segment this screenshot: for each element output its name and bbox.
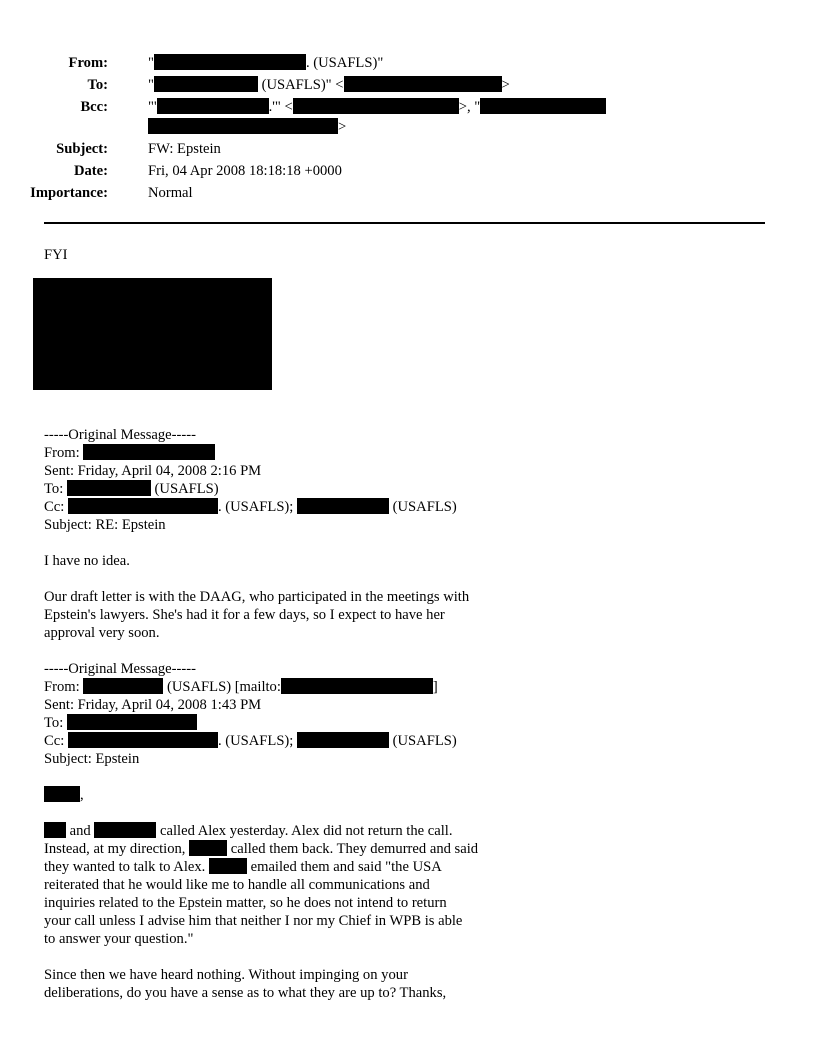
redaction bbox=[209, 858, 247, 874]
original-message-divider: -----Original Message----- bbox=[44, 427, 196, 443]
redaction bbox=[44, 786, 80, 802]
msg2-cc: Cc: . (USAFLS); (USAFLS) bbox=[44, 733, 457, 749]
importance-label: Importance: bbox=[30, 185, 108, 201]
redaction bbox=[83, 678, 163, 694]
msg1-paragraph-2-line-1: Our draft letter is with the DAAG, who participated in the meetings with bbox=[44, 589, 470, 605]
redaction bbox=[344, 76, 502, 92]
msg1-paragraph-2-line-3: approval very soon. bbox=[44, 625, 160, 641]
msg2-subject: Subject: Epstein bbox=[44, 751, 140, 767]
redaction bbox=[94, 822, 156, 838]
subject-value: FW: Epstein bbox=[148, 141, 221, 157]
from-label: From: bbox=[68, 55, 108, 71]
msg2-paragraph-1-line-5: inquiries related to the Epstein matter, so he does not intend to return bbox=[44, 895, 447, 911]
msg2-to: To: bbox=[44, 714, 197, 732]
original-message-divider-2: -----Original Message----- bbox=[44, 661, 196, 677]
redaction bbox=[67, 480, 151, 496]
redaction bbox=[293, 98, 459, 114]
msg1-sent: Sent: Friday, April 04, 2008 2:16 PM bbox=[44, 463, 262, 479]
msg2-paragraph-1-line-2: Instead, at my direction, called them back. They demurred and said bbox=[44, 841, 479, 857]
redaction bbox=[480, 98, 606, 114]
msg2-sent: Sent: Friday, April 04, 2008 1:43 PM bbox=[44, 697, 262, 713]
msg2-paragraph-1-line-1: and called Alex yesterday. Alex did not return the call. bbox=[44, 822, 452, 840]
msg1-from: From: bbox=[44, 444, 215, 462]
msg2-paragraph-2-line-1: Since then we have heard nothing. Without impinging on your bbox=[44, 967, 408, 983]
msg1-subject: Subject: RE: Epstein bbox=[44, 517, 166, 533]
msg1-to: To: (USAFLS) bbox=[44, 481, 219, 497]
msg2-paragraph-1-line-3: they wanted to talk to Alex. emailed them and said "the USA bbox=[44, 859, 442, 875]
to-label: To: bbox=[87, 77, 108, 93]
subject-label: Subject: bbox=[56, 141, 108, 157]
redaction bbox=[297, 732, 389, 748]
bcc-label: Bcc: bbox=[80, 99, 108, 115]
redaction bbox=[189, 840, 227, 856]
msg1-cc: Cc: . (USAFLS); (USAFLS) bbox=[44, 499, 457, 515]
redaction bbox=[68, 498, 218, 514]
fyi-text: FYI bbox=[44, 247, 68, 263]
msg2-greeting: , bbox=[44, 786, 84, 804]
redaction bbox=[154, 54, 306, 70]
date-value: Fri, 04 Apr 2008 18:18:18 +0000 bbox=[148, 163, 342, 179]
bcc-value: "' .'" < >, " bbox=[148, 98, 606, 116]
redaction bbox=[83, 444, 215, 460]
redaction bbox=[281, 678, 433, 694]
redaction-block bbox=[33, 278, 272, 390]
msg2-paragraph-1-line-4: reiterated that he would like me to handle all communications and bbox=[44, 877, 430, 893]
msg1-paragraph-1: I have no idea. bbox=[44, 553, 130, 569]
msg2-paragraph-1-line-6: your call unless I advise him that neither I nor my Chief in WPB is able bbox=[44, 913, 463, 929]
msg2-paragraph-1-line-7: to answer your question." bbox=[44, 931, 194, 947]
redaction bbox=[68, 732, 218, 748]
bcc-value-continued: > bbox=[148, 118, 346, 136]
redaction bbox=[154, 76, 258, 92]
importance-value: Normal bbox=[148, 185, 193, 201]
redaction bbox=[148, 118, 338, 134]
msg1-paragraph-2-line-2: Epstein's lawyers. She's had it for a few days, so I expect to have her bbox=[44, 607, 445, 623]
header-divider bbox=[44, 222, 765, 224]
from-value: " . (USAFLS)" bbox=[148, 55, 384, 71]
msg2-from: From: (USAFLS) [mailto: ] bbox=[44, 679, 438, 695]
redaction bbox=[157, 98, 269, 114]
redaction bbox=[44, 822, 66, 838]
redaction bbox=[67, 714, 197, 730]
to-value: " (USAFLS)" < > bbox=[148, 77, 510, 93]
msg2-paragraph-2-line-2: deliberations, do you have a sense as to what they are up to? Thanks, bbox=[44, 985, 447, 1001]
redaction bbox=[297, 498, 389, 514]
date-label: Date: bbox=[73, 163, 108, 179]
